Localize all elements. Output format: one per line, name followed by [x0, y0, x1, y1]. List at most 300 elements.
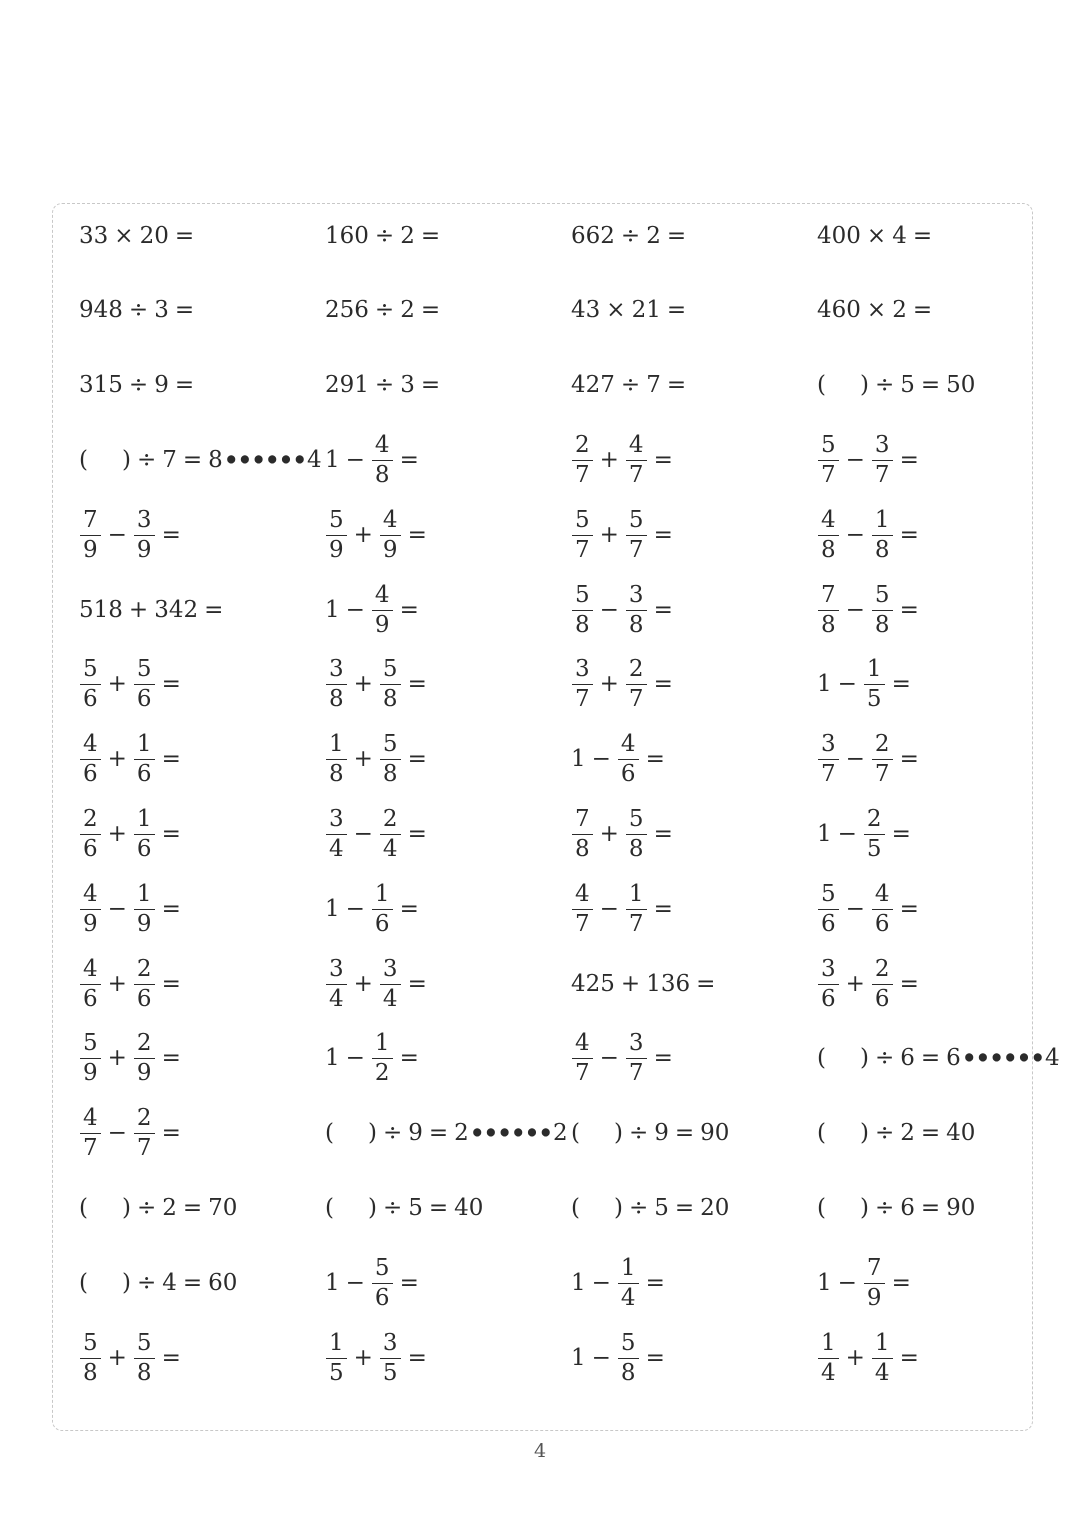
arithmetic-problem: [571, 425, 679, 495]
arithmetic-problem: [325, 725, 433, 795]
number: 1: [325, 446, 340, 473]
denominator: 6: [818, 984, 839, 1011]
number: 1: [817, 1269, 832, 1296]
arithmetic-problem: [817, 949, 925, 1019]
arithmetic-problem: [79, 351, 200, 421]
number: 1: [571, 1269, 586, 1296]
operator: −: [353, 820, 373, 847]
number: 8: [208, 446, 223, 473]
problem-row: [0, 1024, 1080, 1094]
arithmetic-problem: [817, 650, 917, 720]
denominator: 7: [572, 535, 593, 562]
operator: =: [920, 1194, 941, 1221]
fraction: [380, 733, 401, 786]
fraction: [872, 880, 893, 937]
arithmetic-problem: [817, 1248, 917, 1318]
number: 5: [408, 1194, 423, 1221]
fraction: [372, 431, 393, 488]
denominator: 7: [626, 909, 647, 936]
arithmetic-problem: [571, 201, 692, 271]
fraction: [134, 658, 155, 711]
number: ): [859, 372, 869, 399]
numerator: 3: [628, 581, 644, 608]
operator: =: [899, 895, 919, 922]
numerator: 5: [374, 1254, 390, 1281]
operator: +: [599, 671, 619, 698]
denominator: 6: [872, 909, 893, 936]
fraction: [618, 1329, 639, 1386]
denominator: 4: [380, 834, 401, 861]
numerator: 3: [874, 431, 890, 458]
numerator: 4: [575, 1030, 590, 1057]
number: 2: [892, 297, 907, 324]
number: ): [613, 1194, 623, 1221]
number: (: [79, 1269, 88, 1296]
denominator: 9: [372, 610, 393, 637]
number: (: [325, 1194, 334, 1221]
number: (: [817, 1120, 826, 1147]
operator: =: [407, 1344, 427, 1371]
number: (: [817, 1194, 826, 1221]
numerator: 2: [136, 1030, 152, 1057]
denominator: 7: [572, 1058, 593, 1085]
number: 1: [817, 820, 832, 847]
operator: =: [666, 372, 687, 399]
operator: −: [845, 746, 865, 773]
numerator: 3: [575, 656, 590, 683]
fill-in-blank-problem: [571, 1173, 729, 1243]
problem-row: [0, 725, 1080, 795]
number: 5: [900, 372, 915, 399]
numerator: 1: [136, 880, 152, 907]
denominator: 9: [80, 909, 101, 936]
operator: +: [353, 746, 373, 773]
operator: −: [107, 1120, 127, 1147]
fraction: [326, 658, 347, 711]
numerator: 5: [620, 1329, 636, 1356]
denominator: 7: [872, 460, 893, 487]
denominator: 8: [326, 684, 347, 711]
denominator: 7: [626, 1058, 647, 1085]
numerator: 5: [83, 656, 98, 683]
number: 2: [646, 222, 661, 249]
arithmetic-problem: [79, 725, 187, 795]
denominator: 7: [572, 909, 593, 936]
number: ): [121, 1269, 131, 1296]
fraction: [80, 805, 101, 862]
numerator: 5: [575, 506, 590, 533]
denominator: 4: [618, 1283, 639, 1310]
fraction: [864, 1254, 885, 1311]
number: (: [817, 1045, 826, 1072]
denominator: 8: [372, 460, 393, 487]
number: 2: [553, 1120, 568, 1147]
operator: ÷: [136, 1194, 157, 1221]
fraction: [380, 658, 401, 711]
problem-row: [0, 650, 1080, 720]
denominator: 9: [864, 1283, 885, 1310]
number: 1: [325, 895, 340, 922]
fill-in-blank-problem: [79, 1173, 237, 1243]
denominator: 6: [134, 759, 155, 786]
number: 1: [817, 671, 832, 698]
numerator: 3: [136, 506, 152, 533]
operator: +: [107, 671, 127, 698]
operator: ÷: [874, 372, 895, 399]
number: ): [121, 1194, 131, 1221]
number: 291: [325, 372, 369, 399]
fraction: [134, 805, 155, 862]
arithmetic-problem: [79, 276, 200, 346]
numerator: 5: [382, 656, 398, 683]
number: (: [817, 372, 826, 399]
operator: =: [428, 1194, 449, 1221]
number: 5: [654, 1194, 669, 1221]
operator: =: [899, 521, 919, 548]
denominator: 7: [134, 1133, 155, 1160]
fraction: [326, 733, 347, 786]
numerator: 3: [329, 656, 344, 683]
denominator: 8: [572, 834, 593, 861]
number: (: [571, 1194, 580, 1221]
denominator: 9: [134, 535, 155, 562]
operator: −: [837, 671, 857, 698]
operator: =: [161, 970, 181, 997]
operator: =: [920, 1120, 941, 1147]
numerator: 4: [821, 506, 836, 533]
operator: =: [645, 746, 665, 773]
operator: =: [899, 446, 919, 473]
number: 70: [208, 1194, 238, 1221]
operator: −: [591, 746, 611, 773]
operator: +: [107, 970, 127, 997]
fraction: [626, 880, 647, 937]
operator: +: [107, 1344, 127, 1371]
operator: =: [653, 596, 673, 623]
arithmetic-problem: [571, 650, 679, 720]
fraction: [626, 506, 647, 563]
arithmetic-problem: [79, 1323, 187, 1393]
operator: ÷: [874, 1194, 895, 1221]
operator: =: [174, 222, 195, 249]
number: 427: [571, 372, 615, 399]
denominator: 5: [864, 684, 885, 711]
fraction: [818, 506, 839, 563]
fraction: [864, 658, 885, 711]
numerator: 7: [83, 506, 98, 533]
arithmetic-problem: [325, 1024, 425, 1094]
denominator: 7: [818, 460, 839, 487]
operator: −: [845, 895, 865, 922]
number: 662: [571, 222, 615, 249]
operator: =: [891, 1269, 911, 1296]
operator: =: [920, 372, 941, 399]
numerator: 3: [628, 1030, 644, 1057]
arithmetic-problem: [571, 276, 692, 346]
number: 342: [154, 596, 199, 623]
denominator: 8: [818, 610, 839, 637]
number: 60: [208, 1269, 238, 1296]
number: 3: [154, 297, 169, 324]
arithmetic-problem: [571, 799, 679, 869]
operator: −: [345, 895, 365, 922]
numerator: 2: [575, 431, 590, 458]
fraction: [872, 733, 893, 786]
numerator: 1: [136, 805, 152, 832]
fill-in-blank-problem: [571, 1099, 729, 1169]
operator: −: [845, 446, 865, 473]
fraction: [80, 1032, 101, 1085]
numerator: 7: [821, 581, 836, 608]
denominator: 6: [872, 984, 893, 1011]
operator: =: [653, 1045, 673, 1072]
number: ): [613, 1120, 623, 1147]
number: 2: [400, 222, 415, 249]
operator: ÷: [136, 446, 157, 473]
fraction: [872, 1329, 893, 1386]
fraction: [380, 805, 401, 862]
operator: =: [174, 297, 195, 324]
number: 21: [631, 297, 661, 324]
numerator: 2: [866, 805, 882, 832]
operator: =: [420, 372, 441, 399]
operator: −: [845, 521, 865, 548]
operator: ÷: [382, 1194, 403, 1221]
denominator: 6: [372, 909, 393, 936]
numerator: 3: [821, 731, 836, 758]
numerator: 1: [628, 880, 644, 907]
operator: =: [161, 746, 181, 773]
number: ): [121, 446, 131, 473]
fraction: [80, 506, 101, 563]
denominator: 7: [818, 759, 839, 786]
operator: =: [407, 970, 427, 997]
number: 6: [900, 1045, 915, 1072]
operator: −: [345, 596, 365, 623]
arithmetic-problem: [325, 949, 433, 1019]
fill-in-blank-problem: [817, 351, 975, 421]
numerator: 5: [83, 1030, 98, 1057]
problem-row: [0, 1173, 1080, 1243]
fraction: [626, 658, 647, 711]
numerator: 3: [382, 1329, 398, 1356]
arithmetic-problem: [571, 1323, 671, 1393]
fraction: [380, 506, 401, 563]
operator: =: [428, 1120, 449, 1147]
operator: +: [353, 521, 373, 548]
operator: =: [899, 970, 919, 997]
problem-row: [0, 201, 1080, 271]
operator: ×: [866, 297, 887, 324]
denominator: 7: [872, 759, 893, 786]
denominator: 8: [380, 684, 401, 711]
number: 9: [654, 1120, 669, 1147]
numerator: 4: [374, 581, 390, 608]
page-number: 4: [533, 1440, 547, 1462]
denominator: 6: [818, 909, 839, 936]
fraction: [872, 506, 893, 563]
operator: =: [182, 1194, 203, 1221]
denominator: 8: [626, 834, 647, 861]
operator: =: [674, 1194, 695, 1221]
numerator: 1: [329, 731, 344, 758]
fraction: [572, 506, 593, 563]
operator: =: [666, 222, 687, 249]
numerator: 5: [136, 656, 152, 683]
arithmetic-problem: [325, 799, 433, 869]
numerator: 2: [628, 656, 644, 683]
operator: +: [599, 521, 619, 548]
operator: ÷: [628, 1194, 649, 1221]
fraction: [380, 1329, 401, 1386]
numerator: 3: [329, 805, 344, 832]
problem-row: [0, 874, 1080, 944]
fraction: [80, 658, 101, 711]
operator: =: [420, 297, 441, 324]
numerator: 2: [382, 805, 398, 832]
operator: +: [128, 596, 149, 623]
fraction: [626, 805, 647, 862]
operator: +: [620, 970, 641, 997]
operator: =: [653, 895, 673, 922]
numerator: 5: [628, 805, 644, 832]
arithmetic-problem: [325, 874, 425, 944]
denominator: 6: [80, 759, 101, 786]
arithmetic-problem: [79, 500, 187, 570]
number: 4: [162, 1269, 177, 1296]
denominator: 8: [572, 610, 593, 637]
fraction: [818, 431, 839, 488]
denominator: 8: [80, 1358, 101, 1385]
number: (: [325, 1120, 334, 1147]
number: 90: [946, 1194, 976, 1221]
numerator: 4: [382, 506, 398, 533]
number: ): [367, 1194, 377, 1221]
denominator: 4: [818, 1358, 839, 1385]
fraction: [818, 733, 839, 786]
operator: =: [161, 671, 181, 698]
fraction: [372, 1254, 393, 1311]
operator: =: [161, 1045, 181, 1072]
numerator: 5: [874, 581, 890, 608]
operator: =: [407, 521, 427, 548]
operator: =: [653, 671, 673, 698]
denominator: 7: [80, 1133, 101, 1160]
remainder-dots: ••••••: [961, 1045, 1045, 1073]
fraction: [134, 733, 155, 786]
operator: =: [653, 820, 673, 847]
numerator: 5: [821, 431, 836, 458]
denominator: 6: [80, 984, 101, 1011]
numerator: 3: [382, 955, 398, 982]
arithmetic-problem: [79, 949, 187, 1019]
fraction: [80, 880, 101, 937]
operator: −: [599, 895, 619, 922]
operator: +: [353, 1344, 373, 1371]
arithmetic-problem: [79, 575, 229, 645]
number: 518: [79, 596, 123, 623]
operator: ÷: [620, 372, 641, 399]
fraction: [380, 955, 401, 1012]
fraction: [618, 1254, 639, 1311]
operator: =: [891, 671, 911, 698]
fraction: [134, 1107, 155, 1160]
number: 2: [162, 1194, 177, 1221]
number: ): [859, 1120, 869, 1147]
fill-in-blank-problem: [817, 1024, 1060, 1094]
number: 7: [646, 372, 661, 399]
arithmetic-problem: [571, 575, 679, 645]
denominator: 4: [380, 984, 401, 1011]
numerator: 4: [620, 731, 636, 758]
arithmetic-problem: [817, 575, 925, 645]
arithmetic-problem: [325, 201, 446, 271]
operator: =: [666, 297, 687, 324]
operator: ÷: [620, 222, 641, 249]
problem-row: [0, 425, 1080, 495]
denominator: 2: [372, 1058, 393, 1085]
arithmetic-problem: [325, 575, 425, 645]
operator: ÷: [628, 1120, 649, 1147]
arithmetic-problem: [79, 799, 187, 869]
denominator: 5: [380, 1358, 401, 1385]
operator: =: [399, 446, 419, 473]
operator: =: [161, 820, 181, 847]
operator: =: [645, 1269, 665, 1296]
number: 160: [325, 222, 369, 249]
fraction: [872, 581, 893, 638]
operator: ÷: [874, 1045, 895, 1072]
operator: =: [891, 820, 911, 847]
denominator: 8: [134, 1358, 155, 1385]
operator: −: [837, 820, 857, 847]
number: 20: [139, 222, 169, 249]
number: (: [79, 1194, 88, 1221]
number: 1: [571, 746, 586, 773]
denominator: 6: [372, 1283, 393, 1310]
operator: =: [920, 1045, 941, 1072]
arithmetic-problem: [817, 874, 925, 944]
arithmetic-problem: [79, 1099, 187, 1169]
operator: −: [591, 1344, 611, 1371]
number: 7: [162, 446, 177, 473]
fill-in-blank-problem: [817, 1173, 975, 1243]
operator: =: [174, 372, 195, 399]
problem-row: [0, 500, 1080, 570]
number: 6: [900, 1194, 915, 1221]
denominator: 8: [380, 759, 401, 786]
number: 948: [79, 297, 123, 324]
numerator: 3: [329, 955, 344, 982]
fraction: [372, 1032, 393, 1085]
operator: ÷: [136, 1269, 157, 1296]
number: 20: [700, 1194, 730, 1221]
problem-row: [0, 351, 1080, 421]
fraction: [626, 1032, 647, 1085]
number: 315: [79, 372, 123, 399]
number: 2: [454, 1120, 469, 1147]
arithmetic-problem: [79, 201, 200, 271]
denominator: 9: [80, 535, 101, 562]
numerator: 4: [83, 955, 98, 982]
fill-in-blank-problem: [325, 1099, 568, 1169]
arithmetic-problem: [817, 799, 917, 869]
operator: =: [204, 596, 224, 623]
remainder-dots: ••••••: [223, 446, 307, 474]
fraction: [572, 805, 593, 862]
fraction: [864, 805, 885, 862]
fraction: [326, 805, 347, 862]
